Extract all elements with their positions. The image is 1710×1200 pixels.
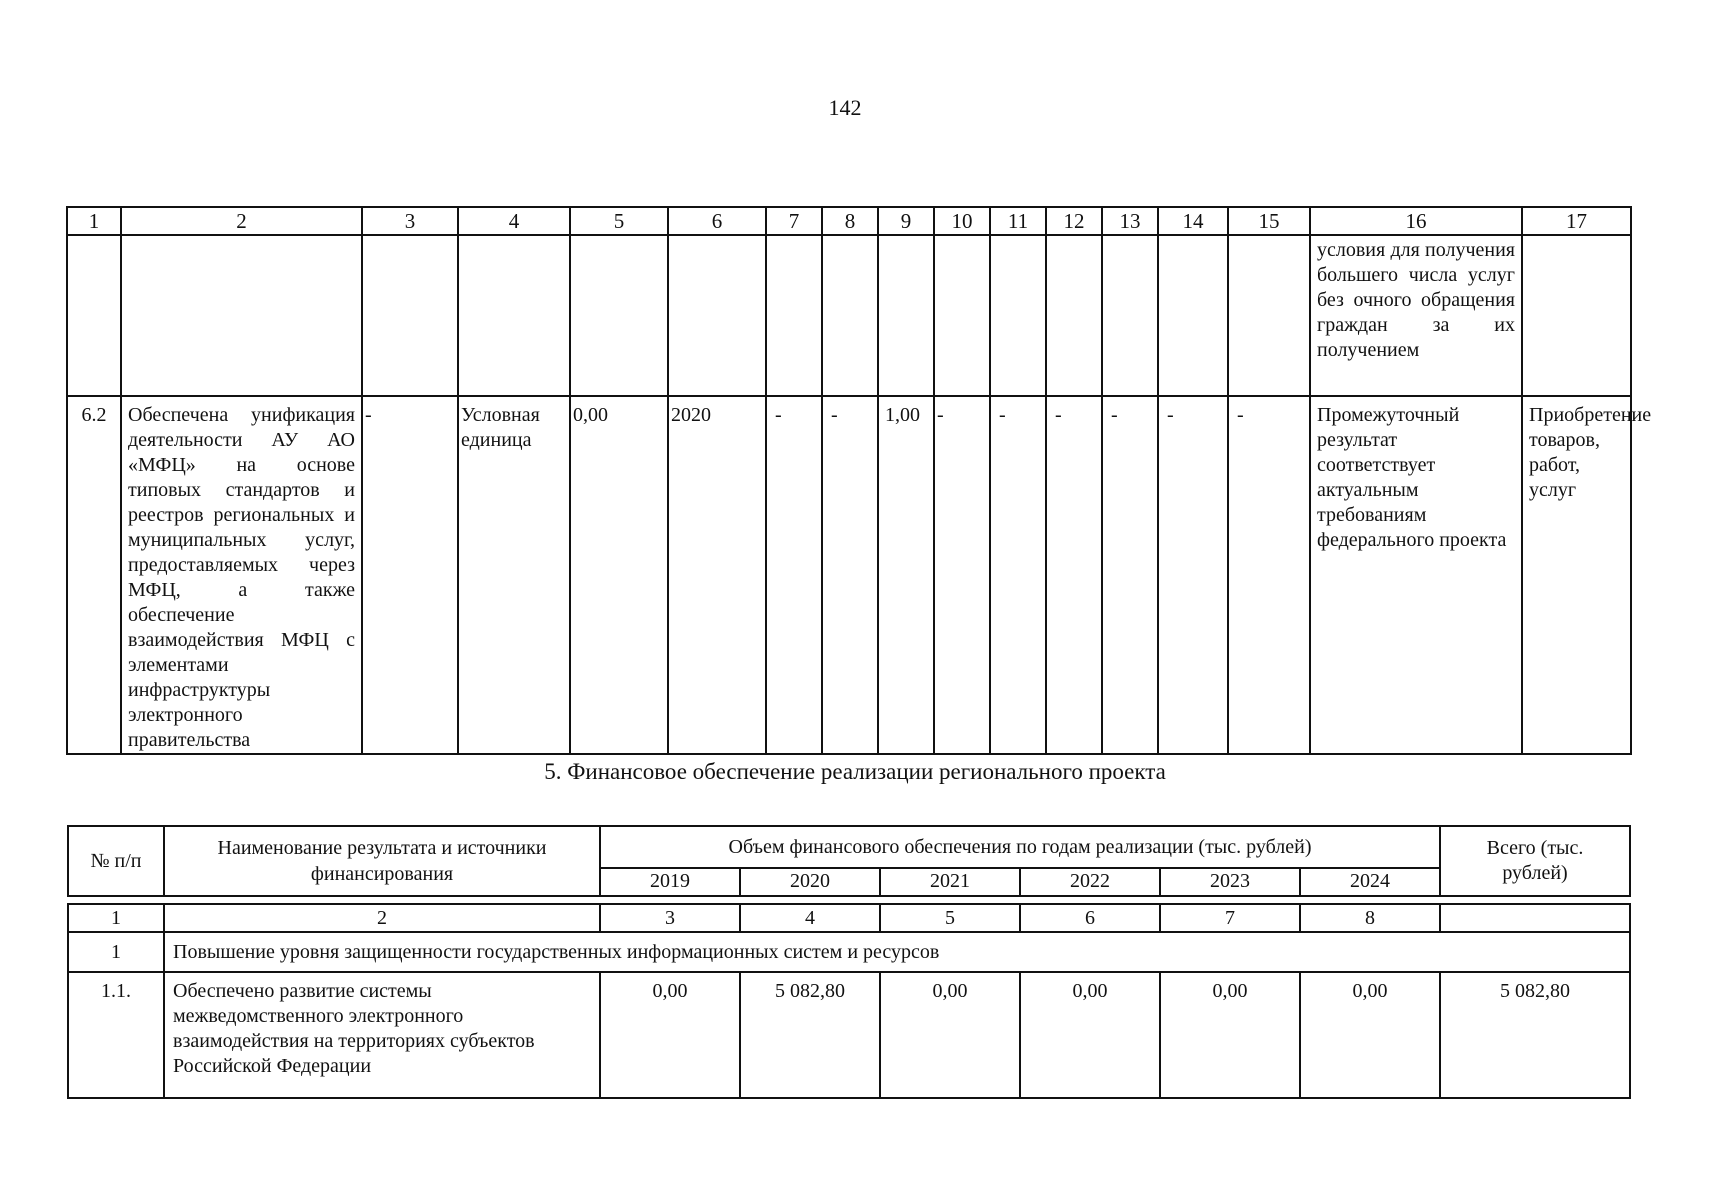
col-number: 1	[68, 904, 164, 932]
col-number: 1	[67, 207, 121, 235]
col-number	[1440, 904, 1630, 932]
year-value: 0,00	[880, 972, 1020, 1098]
col-number: 9	[878, 207, 934, 235]
header-name: Наименование результата и источники финансирования	[164, 826, 600, 896]
header-row	[68, 826, 1630, 868]
col-number: 13	[1102, 207, 1158, 235]
col-number: 17	[1522, 207, 1631, 235]
column-number-row	[68, 904, 1630, 932]
section-row	[68, 932, 1630, 972]
table-cell: -	[766, 396, 822, 754]
col-number: 6	[1020, 904, 1160, 932]
section-num: 1	[68, 932, 164, 972]
col-number: 6	[668, 207, 766, 235]
col-number: 4	[458, 207, 570, 235]
continuation-row	[67, 235, 1631, 396]
total-value: 5 082,80	[1440, 972, 1630, 1098]
year-value: 0,00	[1020, 972, 1160, 1098]
col-number: 7	[1160, 904, 1300, 932]
col-number: 4	[740, 904, 880, 932]
table-cell: -	[822, 396, 878, 754]
header-year: 2022	[1020, 868, 1160, 896]
table-row	[67, 396, 1631, 754]
year-value: 5 082,80	[740, 972, 880, 1098]
result-characteristic-cell: Промежуточный результат соответствует актуальным требованиям федерального проекта	[1310, 396, 1522, 754]
header-year: 2019	[600, 868, 740, 896]
table-cell: 1,00	[878, 396, 934, 754]
financing-table	[67, 825, 1631, 1099]
col-number: 12	[1046, 207, 1102, 235]
result-name-cell: Обеспечено развитие системы межведомственного электронного взаимодействия на территориях субъектов Российской Федерации	[164, 972, 600, 1098]
section-heading: Повышение уровня защищенности государственных информационных систем и ресурсов	[164, 932, 1630, 972]
col-number: 3	[600, 904, 740, 932]
header-total: Всего (тыс. рублей)	[1440, 826, 1630, 896]
col-number: 11	[990, 207, 1046, 235]
table-cell: -	[990, 396, 1046, 754]
table-cell: -	[362, 396, 458, 754]
unit-cell: Условная единица	[458, 396, 570, 754]
col-number: 15	[1228, 207, 1310, 235]
row-number: 6.2	[67, 396, 121, 754]
table-row	[68, 972, 1630, 1098]
col-number: 7	[766, 207, 822, 235]
table-cell: -	[934, 396, 990, 754]
table-cell: -	[1102, 396, 1158, 754]
col-number: 5	[570, 207, 668, 235]
header-year: 2021	[880, 868, 1020, 896]
header-volume: Объем финансового обеспечения по годам реализации (тыс. рублей)	[600, 826, 1440, 868]
results-table	[66, 206, 1652, 755]
year-value: 0,00	[1160, 972, 1300, 1098]
header-num: № п/п	[68, 826, 164, 896]
result-characteristic-cell: условия для получения большего числа услуг без очного обращения граждан за их получением	[1310, 235, 1522, 396]
col-number: 10	[934, 207, 990, 235]
col-number: 16	[1310, 207, 1522, 235]
table-cell: -	[1046, 396, 1102, 754]
col-number: 8	[822, 207, 878, 235]
result-type-cell: Приобретение товаров, работ, услуг	[1522, 396, 1631, 754]
table-cell: -	[1228, 396, 1310, 754]
col-number: 5	[880, 904, 1020, 932]
year-value: 0,00	[600, 972, 740, 1098]
table-cell: -	[1158, 396, 1228, 754]
header-gap	[68, 896, 1630, 904]
section-title: 5. Финансовое обеспечение реализации регионального проекта	[544, 759, 1166, 784]
header-year: 2020	[740, 868, 880, 896]
col-number: 14	[1158, 207, 1228, 235]
base-value-cell: 0,00	[570, 396, 668, 754]
col-number: 3	[362, 207, 458, 235]
row-number: 1.1.	[68, 972, 164, 1098]
col-number: 2	[121, 207, 362, 235]
result-name-cell: Обеспечена унификация деятельности АУ АО «МФЦ» на основе типовых стандартов и реестров региональных и муниципальных услуг, предоставляемых через МФЦ, а также обеспечение взаимодействия МФЦ с элементами инфраструктуры электронного правительства	[121, 396, 362, 754]
header-year: 2024	[1300, 868, 1440, 896]
col-number: 2	[164, 904, 600, 932]
year-value: 0,00	[1300, 972, 1440, 1098]
page-number: 142	[828, 95, 862, 120]
header-year: 2023	[1160, 868, 1300, 896]
column-number-row	[67, 207, 1631, 235]
base-year-cell: 2020	[668, 396, 766, 754]
col-number: 8	[1300, 904, 1440, 932]
